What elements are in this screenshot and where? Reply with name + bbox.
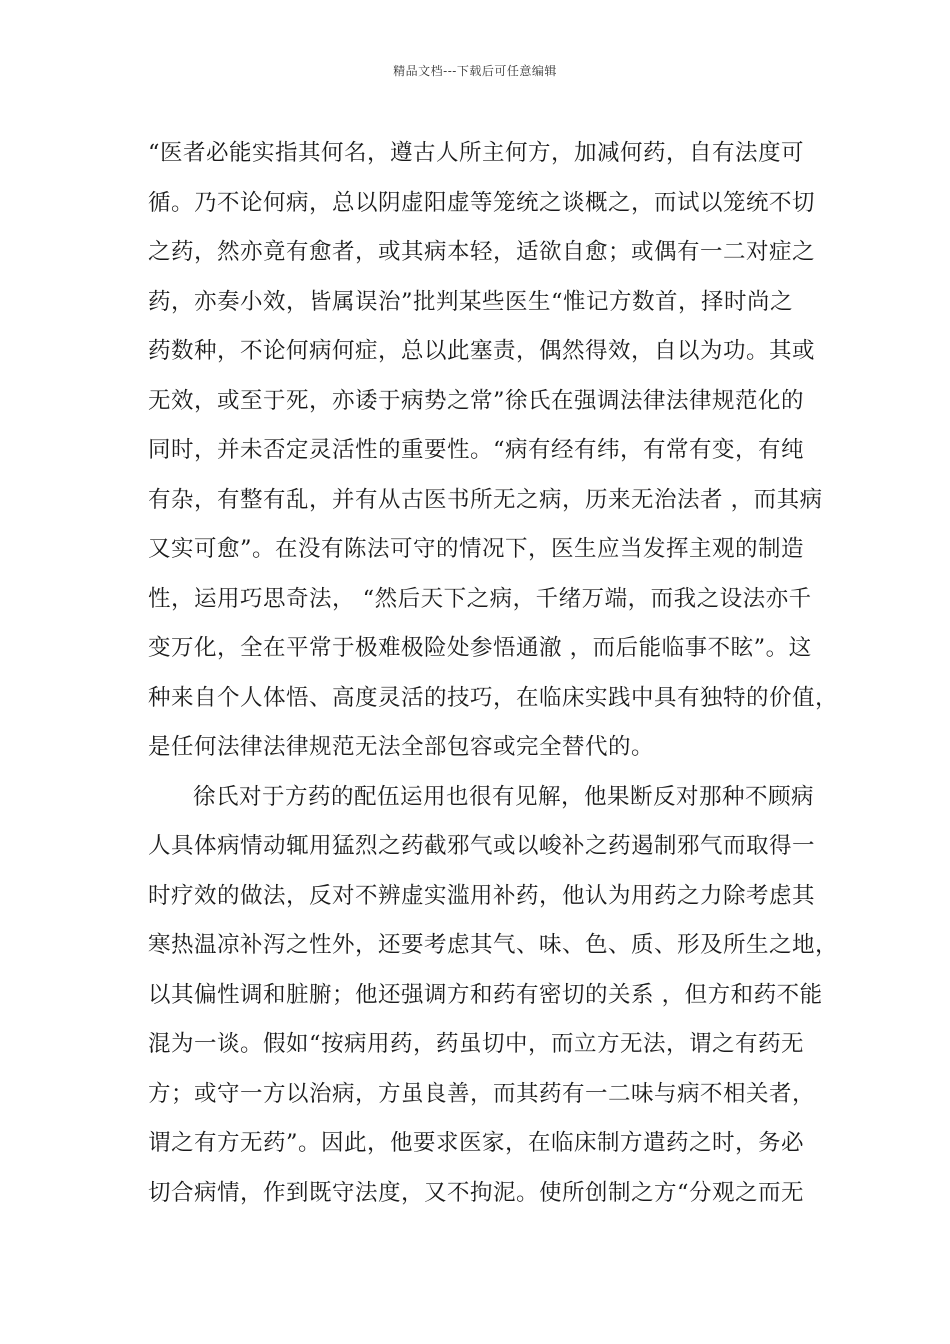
text-line: 药，亦奏小效，皆属误治”批判某些医生“惟记方数首，择时尚之 [148,288,794,315]
text-line: 无效，或至于死，亦诿于病势之常”徐氏在强调法律法律规范化的 [148,387,805,414]
text-line: 切合病情，作到既守法度，又不拘泥。使所创制之方“分观之而无 [148,1179,805,1206]
text-line: 方；或守一方以治病，方虽良善，而其药有一二味与病不相关者， [148,1080,816,1107]
text-line: 药数种，不论何病何症，总以此塞责，偶然得效，自以为功。其或 [148,338,816,364]
page-header: 精品文档---下载后可任意编辑 [393,64,557,78]
text-line: 寒热温凉补泻之性外，还要考虑其气、味、色、质、形及所生之地， [148,932,839,958]
text-line: 同时，并未否定灵活性的重要性。“病有经有纬，有常有变，有纯 [148,437,805,463]
text-line: 时疗效的做法，反对不辨虚实滥用补药，他认为用药之力除考虑其 [148,882,816,909]
text-line: 混为一谈。假如“按病用药，药虽切中，而立方无法，谓之有药无 [148,1031,805,1057]
text-line: 种来自个人体悟、高度灵活的技巧，在临床实践中具有独特的价值， [148,684,839,711]
text-line: 徐氏对于方药的配伍运用也很有见解，他果断反对那种不顾病 [193,783,815,810]
text-line: 性，运用巧思奇法， “然后天下之病，千绪万端，而我之设法亦千 [148,585,812,612]
text-line: 之药，然亦竟有愈者，或其病本轻，适欲自愈；或偶有一二对症之 [148,239,816,265]
text-line: “医者必能实指其何名，遵古人所主何方，加减何药，自有法度可 [148,140,805,166]
text-line: 是任何法律法律规范无法全部包容或完全替代的。 [148,734,655,760]
text-line: 变万化，全在平常于极难极险处参悟通澈 ，而后能临事不眩”。这 [148,635,812,661]
text-line: 有杂，有整有乱，并有从古医书所无之病，历来无治法者 ，而其病 [148,486,823,513]
text-line: 以其偏性调和脏腑；他还强调方和药有密切的关系 ，但方和药不能 [148,981,823,1008]
text-line: 谓之有方无药”。因此，他要求医家，在临床制方遣药之时，务必 [148,1130,805,1156]
text-line: 循。乃不论何病，总以阴虚阳虚等笼统之谈概之，而试以笼统不切 [148,189,816,216]
body-text [148,133,839,1222]
text-line: 又实可愈”。在没有陈法可守的情况下，医生应当发挥主观的制造 [148,536,805,562]
text-line: 人具体病情动辄用猛烈之药截邪气或以峻补之药遏制邪气而取得一 [148,833,816,859]
